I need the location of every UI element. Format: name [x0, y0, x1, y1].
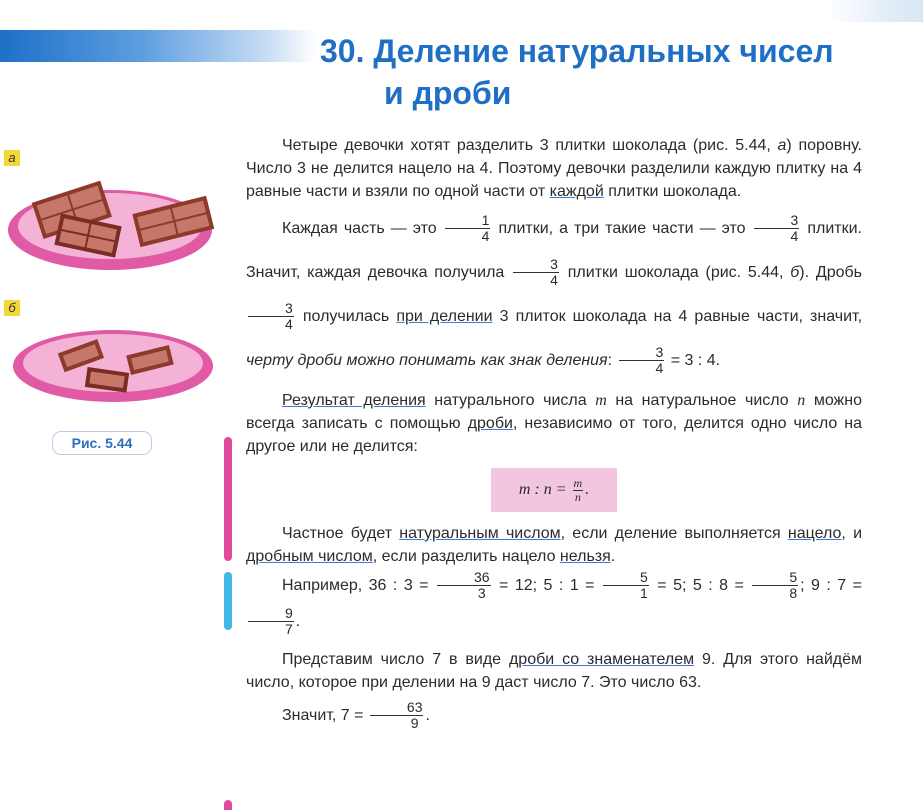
- fraction-m-n: $\frac{m}{n}$: [573, 475, 583, 504]
- rule-formula-box: m : n = $\frac{m}{n}$ .: [491, 468, 617, 512]
- title-line-1: 30. Деление натуральных чисел: [320, 33, 834, 69]
- rule-marker-pink-bottom: [224, 800, 232, 810]
- title-gradient-bar: [0, 30, 316, 62]
- rule-division-as-fraction: Результат деления натурального числа m на натуральное число n можно всегда записать с помощью дроби, независимо от того, делится одно число на другое или не делится:: [246, 392, 862, 455]
- rule-quotient-types: Частное будет натуральным числом, если деление выполняется нацело, и дробным числом, если разделить нацело нельзя.: [246, 525, 863, 565]
- fraction-63-9: $\frac{63}{9}$: [370, 700, 424, 731]
- rule-marker-pink: [224, 437, 232, 561]
- figure-caption: Рис. 5.44: [52, 431, 152, 455]
- paragraph-intro: Четыре девочки хотят разделить 3 плитки шоколада (рис. 5.44, а) поровну. Число 3 не делится нацело на 4. Поэтому девочки разделили каждую плитку на 4 равные части и взяли по одной части от каждой плитки шоколада.: [246, 137, 862, 200]
- paragraph-conclusion: Значит, 7 = $\frac{63}{9}$ .: [282, 699, 430, 732]
- figure-label-b: б: [4, 300, 20, 316]
- fraction-5-8: $\frac{5}{8}$: [752, 570, 798, 601]
- fraction-3-4-c: $\frac{3}{4}$: [248, 301, 294, 332]
- figure-label-a: а: [4, 150, 20, 166]
- chocolate-plate-illustration-b: [8, 318, 218, 408]
- chocolate-plate-illustration-a: [5, 168, 215, 273]
- paragraph-examples: Например, 36 : 3 = $\frac{36}{3}$ = 12; 5 : 1 = $\frac{5}{1}$ = 5; 5 : 8 = $\frac{5}{8}$ ; 9 : 7 = $\frac{9}{7}$ .: [246, 568, 862, 640]
- fraction-3-4-a: $\frac{3}{4}$: [754, 213, 800, 244]
- corner-decoration: [827, 0, 923, 22]
- paragraph-seven-as-fraction: Представим число 7 в виде дроби со знаменателем 9. Для этого найдём число, которое при делении на 9 даст число 7. Это число 63.: [246, 651, 863, 691]
- fraction-9-7: $\frac{9}{7}$: [248, 606, 294, 637]
- title-line-2: и дроби: [384, 75, 512, 111]
- fraction-3-4-b: $\frac{3}{4}$: [513, 257, 559, 288]
- section-title: [320, 30, 880, 114]
- paragraph-fractions: Каждая часть — это $\frac{1}{4}$ плитки, а три такие части — это $\frac{3}{4}$ плитки. Значит, каждая девочка получила $\frac{3}{4}$ плитки шоколада (рис. 5.44, б). Дробь $\frac{3}{4}$ получилась при делении 3 плиток шоколада на 4 равные части, значит, черту дроби можно понимать как знак деления: $\frac{3}{4}$ = 3 : 4.: [246, 212, 863, 377]
- fraction-1-4: $\frac{1}{4}$: [445, 213, 491, 244]
- main-text: [246, 134, 862, 734]
- fraction-3-4-d: $\frac{3}{4}$: [619, 345, 665, 376]
- fraction-5-1: $\frac{5}{1}$: [603, 570, 649, 601]
- rule-marker-blue: [224, 572, 232, 630]
- fraction-36-3: $\frac{36}{3}$: [437, 570, 491, 601]
